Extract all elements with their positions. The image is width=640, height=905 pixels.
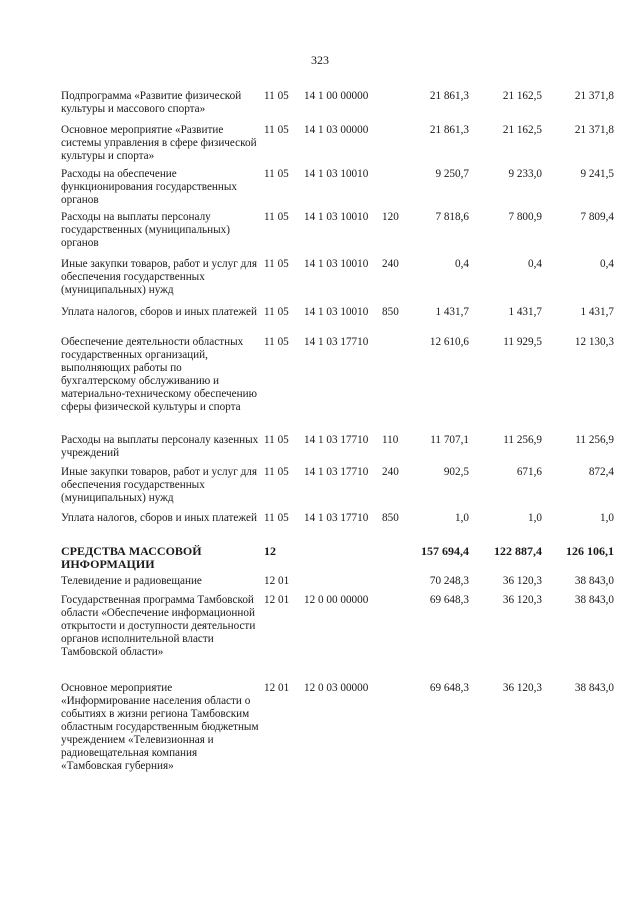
row-amount-year-3: 1 431,7 [580, 306, 614, 318]
row-expense-type: 240 [382, 466, 399, 478]
row-name: Расходы на выплаты персоналу государственных (муниципальных) органов [61, 211, 230, 249]
table-row [0, 594, 640, 659]
table-row [0, 306, 640, 319]
row-section-code: 11 05 [264, 258, 289, 270]
row-name: Государственная программа Тамбовской области «Обеспечение информационной открытости и доступности деятельности органов исполнительной власти Тамбовской области» [61, 594, 256, 658]
row-amount-year-1: 69 648,3 [429, 594, 469, 606]
row-amount-year-2: 11 256,9 [503, 434, 542, 446]
row-amount-year-1: 0,4 [455, 258, 469, 270]
row-amount-year-1: 902,5 [443, 466, 469, 478]
row-target-code: 14 1 00 00000 [304, 90, 369, 102]
row-section-code: 11 05 [264, 90, 289, 102]
row-target-code: 14 1 03 17710 [304, 512, 369, 524]
row-amount-year-2: 21 162,5 [502, 124, 542, 136]
row-target-code: 14 1 03 17710 [304, 434, 369, 446]
row-target-code: 14 1 03 10010 [304, 306, 369, 318]
row-amount-year-1: 1 431,7 [435, 306, 469, 318]
row-amount-year-2: 1,0 [528, 512, 542, 524]
row-amount-year-2: 9 233,0 [508, 168, 542, 180]
row-target-code: 14 1 03 10010 [304, 258, 369, 270]
row-amount-year-1: 9 250,7 [435, 168, 469, 180]
row-section-code: 11 05 [264, 124, 289, 136]
row-amount-year-2: 122 887,4 [494, 544, 542, 558]
table-row [0, 575, 640, 588]
row-expense-type: 850 [382, 306, 399, 318]
row-name: Иные закупки товаров, работ и услуг для обеспечения государственных (муниципальных) нужд [61, 258, 258, 296]
row-name: Основное мероприятие «Развитие системы управления в сфере физической культуры и спорта» [61, 124, 257, 162]
row-amount-year-2: 7 800,9 [508, 211, 542, 223]
row-amount-year-1: 1,0 [455, 512, 469, 524]
row-section-code: 11 05 [264, 306, 289, 318]
row-target-code: 12 0 00 00000 [304, 594, 369, 606]
row-amount-year-2: 36 120,3 [502, 594, 542, 606]
row-amount-year-1: 69 648,3 [429, 682, 469, 694]
row-amount-year-3: 7 809,4 [580, 211, 614, 223]
row-amount-year-1: 12 610,6 [429, 336, 469, 348]
row-amount-year-1: 21 861,3 [429, 90, 469, 102]
row-amount-year-3: 0,4 [600, 258, 614, 270]
row-amount-year-3: 12 130,3 [574, 336, 614, 348]
table-row [0, 258, 640, 297]
row-section-code: 11 05 [264, 434, 289, 446]
row-name: Основное мероприятие «Информирование населения области о событиях в жизни региона Тамбовским областным государственным бюджетным учреждением «Телевизионная и радиовещательная компания «Тамбовская губерния» [61, 682, 259, 772]
table-row [0, 211, 640, 250]
row-name: Обеспечение деятельности областных государственных организаций, выполняющих работы по бухгалтерскому обслуживанию и материально-техническому обеспечению сферы физической культуры и спорта [61, 336, 257, 413]
row-expense-type: 120 [382, 211, 399, 223]
row-section-code: 11 05 [264, 211, 289, 223]
row-name: Расходы на обеспечение функционирования государственных органов [61, 168, 237, 206]
row-name: Иные закупки товаров, работ и услуг для обеспечения государственных (муниципальных) нужд [61, 466, 258, 504]
table-row [0, 512, 640, 525]
row-amount-year-3: 126 106,1 [566, 544, 614, 558]
row-amount-year-2: 0,4 [528, 258, 542, 270]
row-section-code: 11 05 [264, 512, 289, 524]
row-expense-type: 240 [382, 258, 399, 270]
row-name: Подпрограмма «Развитие физической культуры и массового спорта» [61, 90, 242, 115]
row-target-code: 14 1 03 17710 [304, 336, 369, 348]
table-row [0, 434, 640, 460]
row-amount-year-3: 11 256,9 [575, 434, 614, 446]
row-amount-year-1: 7 818,6 [435, 211, 469, 223]
row-section-code: 12 01 [264, 575, 290, 587]
row-amount-year-3: 9 241,5 [580, 168, 614, 180]
table-row [0, 168, 640, 207]
row-amount-year-3: 1,0 [600, 512, 614, 524]
row-amount-year-3: 872,4 [588, 466, 614, 478]
row-amount-year-3: 38 843,0 [574, 682, 614, 694]
row-section-code: 11 05 [264, 336, 289, 348]
row-amount-year-2: 36 120,3 [502, 682, 542, 694]
row-section-code: 12 [264, 544, 276, 558]
row-amount-year-2: 21 162,5 [502, 90, 542, 102]
row-amount-year-1: 157 694,4 [421, 544, 469, 558]
row-section-code: 12 01 [264, 594, 290, 606]
row-amount-year-2: 36 120,3 [502, 575, 542, 587]
row-target-code: 14 1 03 00000 [304, 124, 369, 136]
row-target-code: 14 1 03 10010 [304, 168, 369, 180]
row-amount-year-1: 21 861,3 [429, 124, 469, 136]
row-section-code: 11 05 [264, 466, 289, 478]
table-row [0, 336, 640, 414]
row-section-code: 11 05 [264, 168, 289, 180]
table-row [0, 124, 640, 163]
row-amount-year-1: 70 248,3 [429, 575, 469, 587]
row-amount-year-3: 38 843,0 [574, 575, 614, 587]
row-name: Уплата налогов, сборов и иных платежей [61, 306, 257, 318]
row-amount-year-3: 21 371,8 [574, 124, 614, 136]
table-row [0, 90, 640, 116]
row-target-code: 14 1 03 17710 [304, 466, 369, 478]
table-row [0, 545, 640, 571]
page-number: 323 [311, 53, 329, 67]
row-amount-year-2: 11 929,5 [503, 336, 542, 348]
row-section-code: 12 01 [264, 682, 290, 694]
row-name: Уплата налогов, сборов и иных платежей [61, 512, 257, 524]
row-target-code: 12 0 03 00000 [304, 682, 369, 694]
row-amount-year-3: 38 843,0 [574, 594, 614, 606]
row-target-code: 14 1 03 10010 [304, 211, 369, 223]
table-row [0, 466, 640, 505]
row-amount-year-1: 11 707,1 [430, 434, 469, 446]
table-row [0, 682, 640, 773]
row-name: Расходы на выплаты персоналу казенных учреждений [61, 434, 259, 459]
row-name: СРЕДСТВА МАССОВОЙ ИНФОРМАЦИИ [61, 544, 202, 571]
row-expense-type: 110 [382, 434, 399, 446]
row-name: Телевидение и радиовещание [61, 575, 202, 587]
row-amount-year-2: 671,6 [516, 466, 542, 478]
row-amount-year-2: 1 431,7 [508, 306, 542, 318]
row-expense-type: 850 [382, 512, 399, 524]
row-amount-year-3: 21 371,8 [574, 90, 614, 102]
